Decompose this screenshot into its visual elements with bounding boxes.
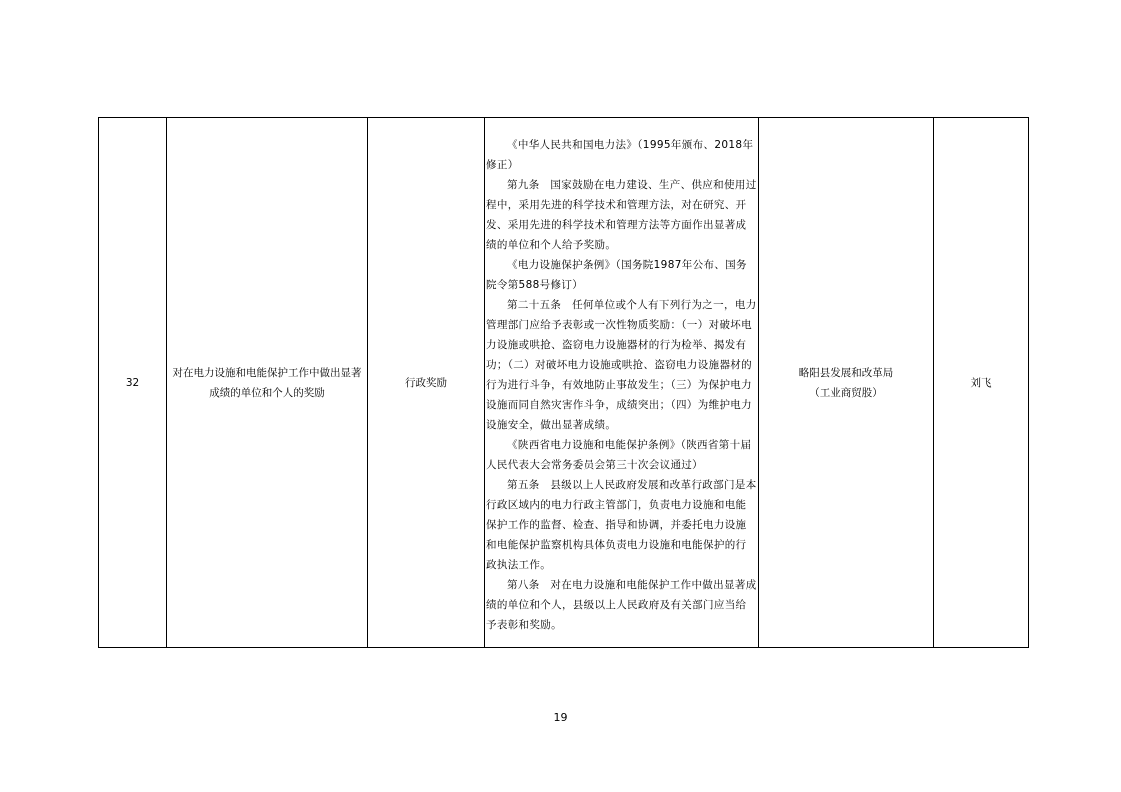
department-cell bbox=[759, 118, 934, 648]
page-number: 19 bbox=[553, 711, 568, 724]
basis-paragraph: 《陕西省电力设施和电能保护条例》（陕西省第十届人民代表大会常务委员会第三十次会议通过） bbox=[486, 439, 752, 471]
responsible-person: 刘飞 bbox=[970, 376, 992, 389]
row-number bbox=[99, 118, 167, 648]
basis-paragraph: 第八条 对在电力设施和电能保护工作中做出显著成绩的单位和个人，县级以上人民政府及有关部门应当给予表彰和奖励。 bbox=[486, 579, 757, 631]
department-name: 略阳县发展和改革局 bbox=[798, 366, 894, 379]
basis-paragraph: 第九条 国家鼓励在电力建设、生产、供应和使用过程中，采用先进的科学技术和管理方法，对在研究、开发、采用先进的科学技术和管理方法等方面作出显著成绩的单位和个人给予奖励。 bbox=[486, 179, 757, 251]
responsible-person-cell bbox=[934, 118, 1029, 648]
legal-basis-cell bbox=[485, 118, 759, 648]
category: 行政奖励 bbox=[405, 376, 447, 389]
basis-paragraph: 第二十五条 任何单位或个人有下列行为之一，电力管理部门应给予表彰或一次性物质奖励：（一）对破坏电力设施或哄抢、盗窃电力设施器材的行为检举、揭发有功；（二）对破坏电力设施或哄抢、盗窃电力设施器材的行为进行斗争，有效地防止事故发生；（三）为保护电力设施而同自然灾害作斗争，成绩突出；（四）为维护电力设施安全，做出显著成绩。 bbox=[486, 299, 757, 431]
department-section: （工业商贸股） bbox=[809, 386, 883, 399]
item-name: 对在电力设施和电能保护工作中做出显著成绩的单位和个人的奖励 bbox=[172, 366, 362, 399]
category-cell bbox=[368, 118, 485, 648]
basis-paragraph: 第五条 县级以上人民政府发展和改革行政部门是本行政区域内的电力行政主管部门，负责电力设施和电能保护工作的监督、检查、指导和协调，并委托电力设施和电能保护监察机构具体负责电力设施和电能保护的行政执法工作。 bbox=[486, 479, 757, 571]
basis-paragraph: 《电力设施保护条例》（国务院1987年公布、国务院令第588号修订） bbox=[486, 259, 747, 291]
table-row bbox=[99, 118, 1029, 648]
basis-paragraph: 《中华人民共和国电力法》（1995年颁布、2018年修正） bbox=[486, 139, 754, 171]
power-reward-table bbox=[98, 117, 1029, 648]
row-number-text: 32 bbox=[125, 376, 140, 389]
item-name-cell bbox=[167, 118, 368, 648]
